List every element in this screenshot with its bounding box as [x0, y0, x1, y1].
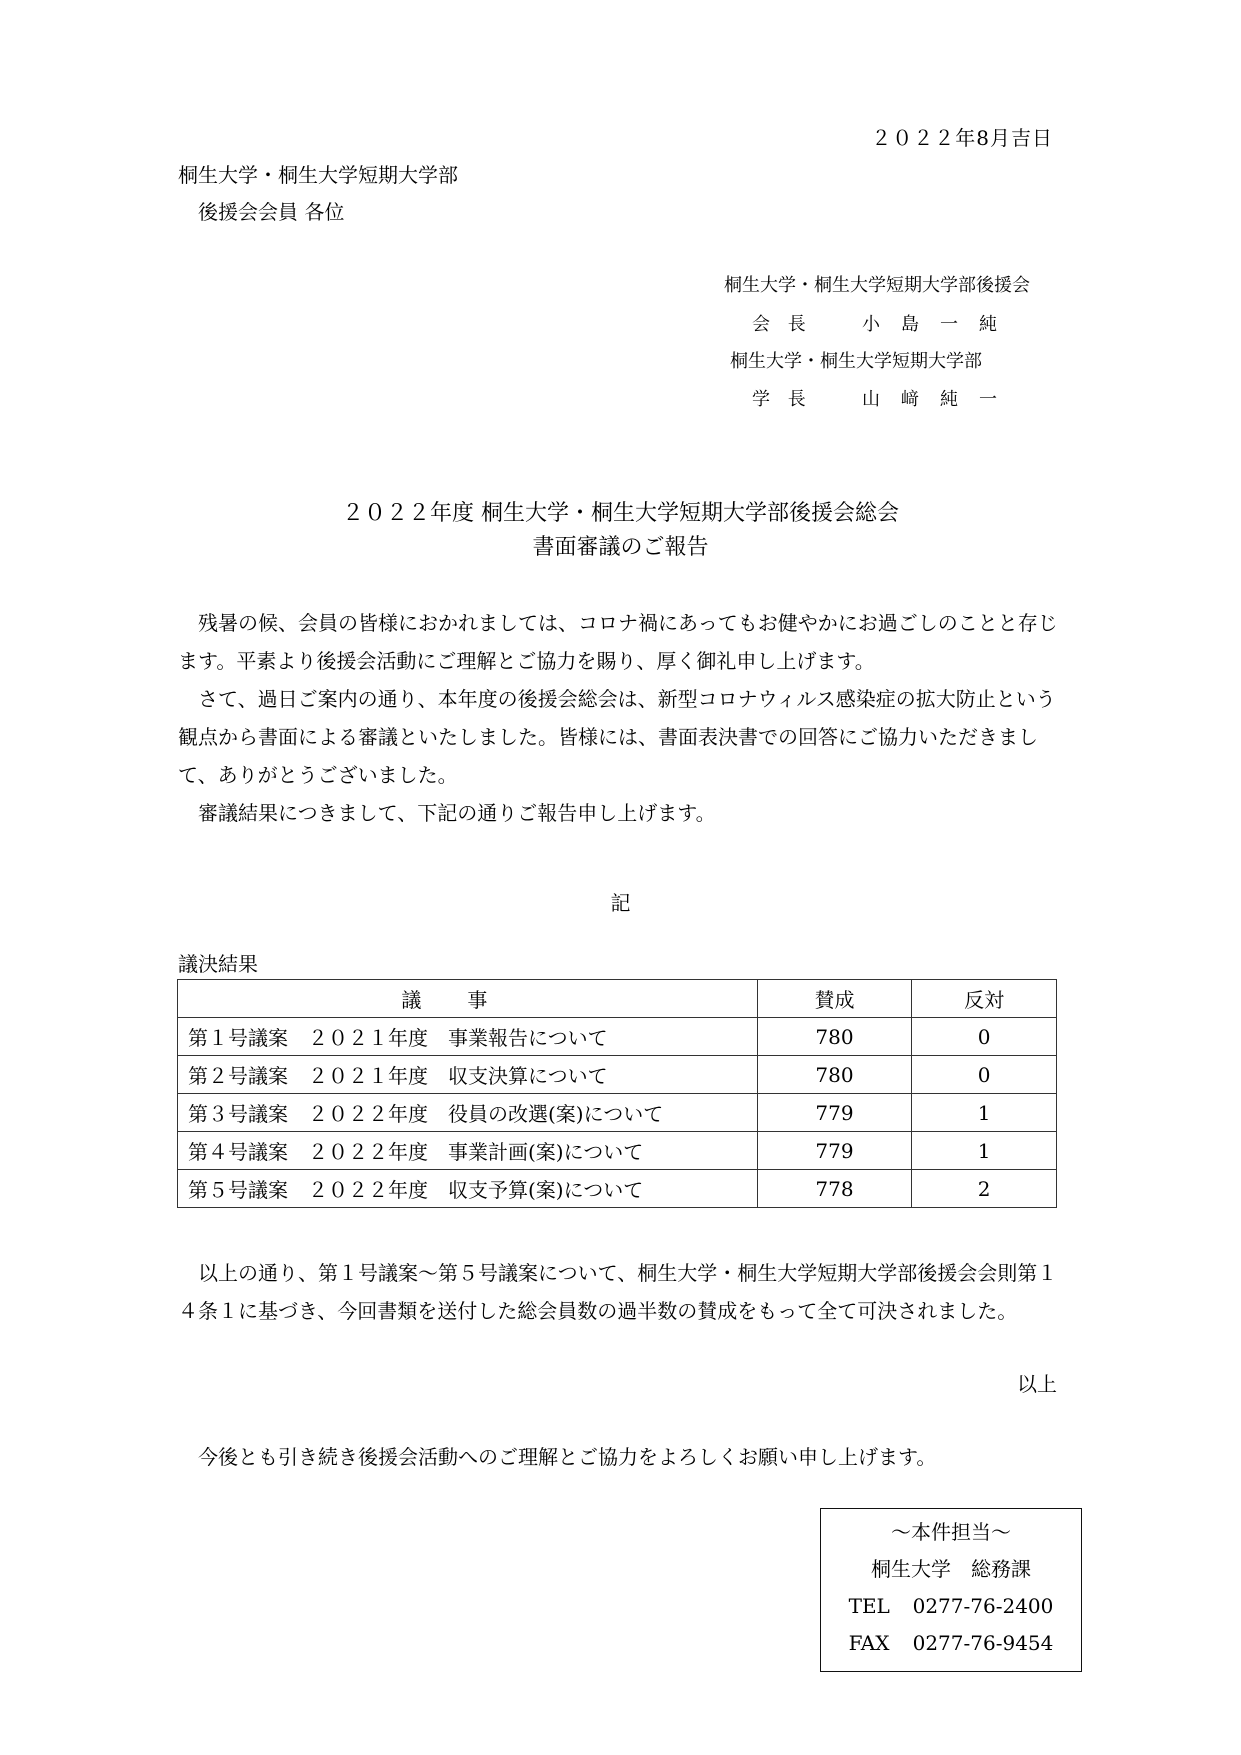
- closing-request: 今後とも引き続き後援会活動へのご理解とご協力をよろしくお願い申し上げます。: [198, 1445, 937, 1469]
- no-votes: 1: [912, 1094, 1057, 1132]
- tel-label: TEL: [848, 1594, 890, 1618]
- body-paragraph: 審議結果につきまして、下記の通りご報告申し上げます。: [198, 801, 716, 825]
- agenda-item: 第４号議案 ２０２２年度 事業計画(案)について: [178, 1132, 758, 1170]
- sender-organization: 桐生大学・桐生大学短期大学部後援会: [724, 275, 1030, 296]
- column-header-item: [178, 980, 758, 1018]
- results-label: 議決結果: [178, 952, 258, 976]
- contact-heading: ～本件担当～: [891, 1520, 1011, 1544]
- document-title-line: 書面審議のご報告: [532, 535, 709, 560]
- yes-votes: 779: [757, 1094, 912, 1132]
- yes-votes: 779: [757, 1132, 912, 1170]
- sender-organization: 桐生大学・桐生大学短期大学部: [730, 351, 982, 372]
- yes-votes: 778: [757, 1170, 912, 1208]
- yes-votes: 780: [757, 1018, 912, 1056]
- agenda-item: 第５号議案 ２０２２年度 収支予算(案)について: [178, 1170, 758, 1208]
- body-text: [178, 604, 1058, 832]
- document-title-line: ２０２２年度 桐生大学・桐生大学短期大学部後援会総会: [342, 501, 899, 526]
- recipient-members: 後援会会員 各位: [198, 200, 345, 224]
- no-votes: 2: [912, 1170, 1057, 1208]
- table-row: [178, 1094, 1057, 1132]
- contact-tel: [821, 1588, 1081, 1625]
- ki-heading: 記: [610, 891, 631, 915]
- body-paragraph: さて、過日ご案内の通り、本年度の後援会総会は、新型コロナウィルス感染症の拡大防止という観点から書面による審議といたしました。皆様には、書面表決書での回答にご協力いただきまして、ありがとうございました。: [178, 687, 1056, 787]
- agenda-item: 第３号議案 ２０２２年度 役員の改選(案)について: [178, 1094, 758, 1132]
- column-header-no: 反対: [912, 980, 1057, 1018]
- conclusion-paragraph: 以上の通り、第１号議案～第５号議案について、桐生大学・桐生大学短期大学部後援会会則第１４条１に基づき、今回書類を送付した総会員数の過半数の賛成をもって全て可決されました。: [178, 1261, 1058, 1323]
- contact-fax: [821, 1625, 1081, 1662]
- body-paragraph: 残暑の候、会員の皆様におかれましては、コロナ禍にあってもお健やかにお過ごしのことと存じます。平素より後援会活動にご理解とご協力を賜り、厚く御礼申し上げます。: [178, 611, 1058, 673]
- contact-department: 桐生大学 総務課: [871, 1557, 1031, 1581]
- recipient-organization: 桐生大学・桐生大学短期大学部: [178, 163, 458, 187]
- fax-label: FAX: [848, 1631, 890, 1655]
- column-header-yes: 賛成: [757, 980, 912, 1018]
- conclusion: [178, 1254, 1058, 1330]
- agenda-item: 第１号議案 ２０２１年度 事業報告について: [178, 1018, 758, 1056]
- yes-votes: 780: [757, 1056, 912, 1094]
- table-row: [178, 1018, 1057, 1056]
- fax-number: 0277-76-9454: [912, 1631, 1054, 1655]
- sender-name: 山﨑純一: [862, 389, 1018, 410]
- agenda-item: 第２号議案 ２０２１年度 収支決算について: [178, 1056, 758, 1094]
- sender-name: 小島一純: [862, 314, 1018, 335]
- table-header-row: [178, 980, 1057, 1018]
- table-row: [178, 1132, 1057, 1170]
- sender-title: 学 長: [752, 389, 812, 410]
- column-header-item-text: 議事: [401, 988, 534, 1012]
- results-table: [177, 979, 1057, 1208]
- document-date: ２０２２年8月吉日: [871, 126, 1053, 150]
- no-votes: 0: [912, 1018, 1057, 1056]
- tel-number: 0277-76-2400: [912, 1594, 1054, 1618]
- table-row: [178, 1170, 1057, 1208]
- sender-title: 会 長: [752, 314, 812, 335]
- closing-ijou: 以上: [1017, 1372, 1057, 1396]
- no-votes: 0: [912, 1056, 1057, 1094]
- table-row: [178, 1056, 1057, 1094]
- contact-box: [820, 1508, 1082, 1672]
- document-title: [0, 497, 1241, 565]
- no-votes: 1: [912, 1132, 1057, 1170]
